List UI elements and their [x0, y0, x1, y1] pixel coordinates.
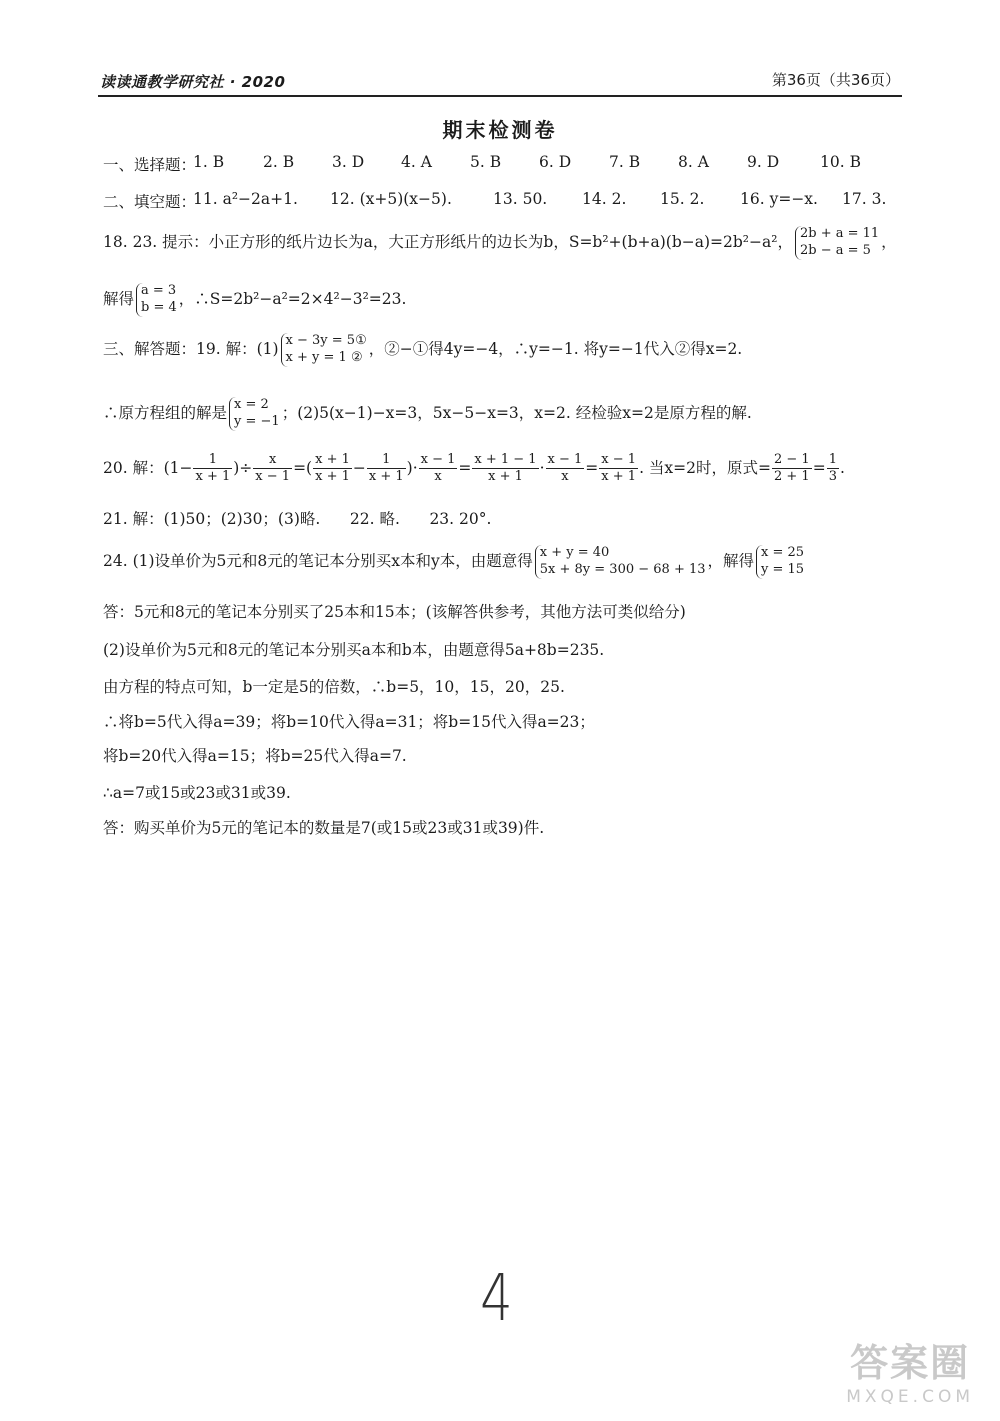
q19-prefix: 三、解答题：19. 解：(1) — [103, 339, 279, 358]
q20-frac4-num: 1 — [367, 452, 406, 469]
q19-solution-system — [229, 397, 280, 431]
q24-sol-x: x = 25 — [761, 545, 805, 560]
q20-frac6-num: x + 1 − 1 — [472, 452, 538, 469]
q24-line3: (2)设单价为5元和8元的笔记本分别买a本和b本，由题意得5a+8b=235. — [103, 641, 605, 659]
q20-p5: )· — [406, 458, 418, 477]
q20-frac2-num: x — [253, 452, 292, 469]
q19-sol-x: x = 2 — [234, 397, 269, 412]
mc-prefix: 一、选择题： — [103, 156, 197, 174]
q20-p10: = — [812, 458, 826, 477]
q20-frac4-den: x + 1 — [368, 469, 404, 485]
q24-system — [535, 545, 706, 579]
q18-solve-tail: ，∴S=2b²−a²=2×4²−3²=23. — [178, 289, 407, 308]
fill-q15: 15. 2. — [660, 190, 705, 208]
q20-frac6 — [472, 452, 538, 486]
mc-answer-9: 9. D — [747, 153, 780, 171]
q24-line8: 答：购买单价为5元的笔记本的数量是7(或15或23或31或39)件. — [103, 819, 545, 837]
q19-eq1: x − 3y = 5① — [285, 333, 367, 348]
q18-solution-system — [136, 283, 177, 317]
q19-sol-y: y = −1 — [234, 413, 280, 429]
q18-eq1: 2b + a = 11 — [799, 226, 880, 241]
fill-q11: 11. a²−2a+1. — [193, 190, 298, 208]
q20-frac5 — [419, 452, 458, 486]
q24-sol-y: y = 15 — [761, 561, 805, 577]
q24-eq1: x + y = 40 — [539, 545, 610, 560]
q20-frac3-num: x + 1 — [313, 452, 352, 469]
q20-frac10-den: 3 — [828, 469, 837, 485]
mc-answer-7: 7. B — [609, 153, 641, 171]
header-publisher: 读读通教学研究社 · 2020 — [100, 73, 286, 91]
q24-line2: 答：5元和8元的笔记本分别买了25本和15本；(该解答供参考，其他方法可类似给分) — [103, 603, 686, 621]
watermark-url: MXQE.COM — [846, 1387, 974, 1407]
q20-frac6-den: x + 1 — [488, 469, 523, 485]
q18-text: 18. 23. 提示：小正方形的纸片边长为a，大正方形纸片的边长为b，S=b²+(b+a)(b−a)=2b²−a²， — [103, 232, 793, 251]
q24-line7: ∴a=7或15或23或31或39. — [103, 784, 291, 802]
q18-sol-b: b = 4 — [141, 299, 177, 315]
fill-q17: 17. 3. — [842, 190, 887, 208]
q20-frac2-den: x − 1 — [255, 469, 291, 485]
q18-eq2: 2b − a = 5 — [799, 242, 871, 258]
q19-line1 — [103, 333, 742, 367]
watermark — [846, 1332, 974, 1407]
fill-q14: 14. 2. — [582, 190, 627, 208]
q20-frac7-num: x − 1 — [546, 452, 585, 469]
q20-p3: =( — [293, 458, 313, 477]
q20-frac9-num: 2 − 1 — [772, 452, 812, 469]
mc-answer-10: 10. B — [820, 153, 861, 171]
q20-frac5-den: x — [434, 469, 442, 485]
q20-frac3-den: x + 1 — [315, 469, 350, 485]
q24-l1-prefix: 24. (1)设单价为5元和8元的笔记本分别买x本和y本，由题意得 — [103, 551, 533, 570]
q20-frac8-num: x − 1 — [599, 452, 638, 469]
q20-p11: . — [839, 458, 845, 477]
q24-solution-system — [756, 545, 804, 579]
q20-frac9-den: 2 + 1 — [774, 469, 810, 485]
q20-frac1-num: 1 — [193, 452, 232, 469]
q18-line2 — [103, 283, 406, 317]
q20-p9: . 当x=2时，原式= — [639, 458, 771, 477]
mc-answer-5: 5. B — [470, 153, 502, 171]
header-rule — [98, 95, 902, 97]
q20-p1: 20. 解：(1− — [103, 458, 193, 477]
q19-tail: ，②−①得4y=−4，∴y=−1. 将y=−1代入②得x=2. — [368, 339, 743, 358]
q24-line6: 将b=20代入得a=15；将b=25代入得a=7. — [103, 747, 407, 765]
q20-p4: − — [352, 458, 366, 477]
q19-eq2: x + y = 1 ② — [285, 349, 363, 365]
handwritten-mark: 4 — [480, 1262, 513, 1336]
fill-q12: 12. (x+5)(x−5). — [330, 190, 452, 208]
q18-system — [795, 226, 879, 260]
q18-solve-prefix: 解得 — [103, 289, 135, 308]
mc-answer-8: 8. A — [678, 153, 709, 171]
fill-prefix: 二、填空题： — [103, 193, 197, 211]
q18-sol-a: a = 3 — [141, 283, 177, 298]
q24-l1-mid: ，解得 — [707, 551, 755, 570]
q24-line1 — [103, 545, 806, 579]
q20-frac10-num: 1 — [827, 452, 839, 469]
mc-answer-2: 2. B — [263, 153, 295, 171]
q20-p8: = — [585, 458, 599, 477]
watermark-logo-text: 答案圈 — [850, 1341, 971, 1385]
q24-line5: ∴将b=5代入得a=39；将b=10代入得a=31；将b=15代入得a=23； — [103, 713, 595, 731]
q20-frac3 — [313, 452, 352, 486]
q20-frac4 — [367, 452, 406, 486]
q24-eq2: 5x + 8y = 300 − 68 + 13 — [539, 561, 706, 577]
q18-line1 — [103, 226, 897, 260]
header-page-number: 第36页（共36页） — [771, 71, 900, 89]
q20-frac7-den: x — [561, 469, 569, 485]
mc-answer-4: 4. A — [401, 153, 432, 171]
q20-frac2 — [253, 452, 292, 486]
q20-line — [103, 452, 845, 486]
q19-line2 — [103, 397, 752, 431]
q20-frac7 — [546, 452, 585, 486]
q20-p6: = — [458, 458, 472, 477]
q20-p7: · — [539, 458, 545, 477]
q20-frac1 — [193, 452, 232, 486]
q18-tail: ， — [881, 232, 897, 251]
q24-line4: 由方程的特点可知，b一定是5的倍数，∴b=5，10，15，20，25. — [103, 678, 565, 696]
q20-frac8 — [599, 452, 638, 486]
fill-q13: 13. 50. — [493, 190, 548, 208]
fill-q16: 16. y=−x. — [740, 190, 818, 208]
q20-frac9 — [772, 452, 812, 486]
q20-frac8-den: x + 1 — [601, 469, 637, 485]
mc-answer-6: 6. D — [539, 153, 572, 171]
q19-system — [281, 333, 367, 367]
mc-answer-3: 3. D — [332, 153, 365, 171]
q20-frac5-num: x − 1 — [419, 452, 458, 469]
q20-p2: )÷ — [233, 458, 253, 477]
q20-frac1-den: x + 1 — [195, 469, 231, 485]
q19-l2-prefix: ∴原方程组的解是 — [103, 403, 228, 422]
q20-frac10 — [827, 452, 839, 486]
q19-l2-tail: ；(2)5(x−1)−x=3，5x−5−x=3，x=2. 经检验x=2是原方程的解. — [281, 403, 752, 422]
page-title: 期末检测卷 — [442, 118, 558, 142]
q21-23-line: 21. 解：(1)50；(2)30；(3)略. 22. 略. 23. 20°. — [103, 510, 492, 528]
mc-answer-1: 1. B — [193, 153, 225, 171]
